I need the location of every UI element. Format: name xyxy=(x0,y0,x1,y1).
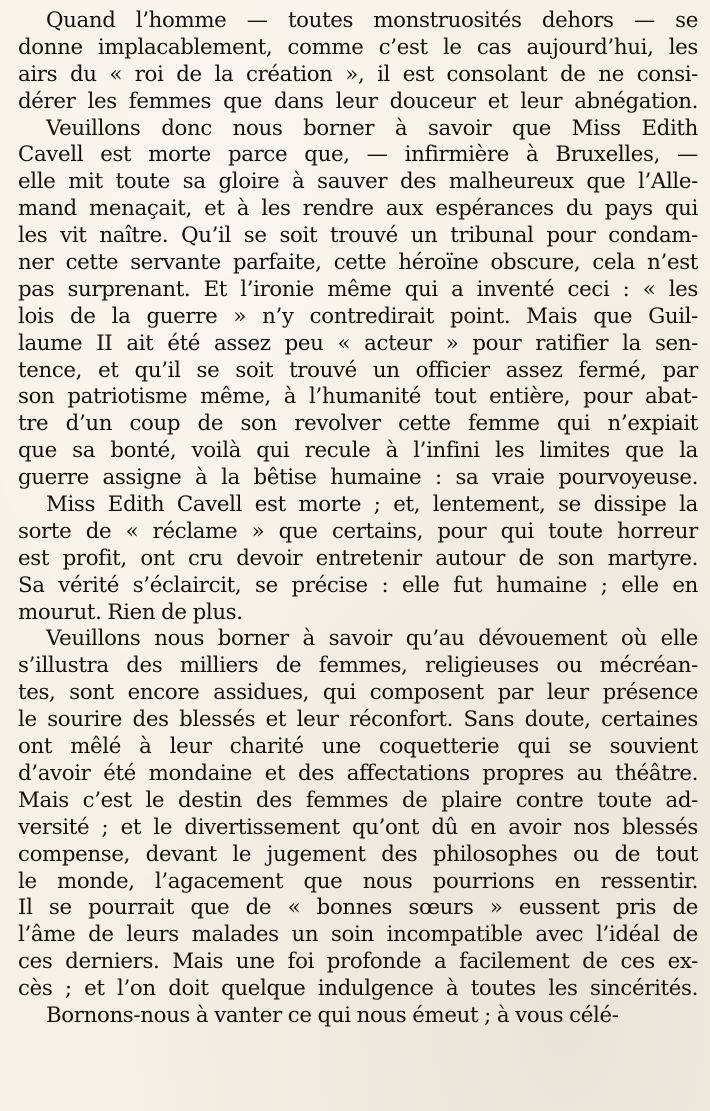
text-line: le monde, l’agacement que nous pourrions en ressentir. xyxy=(18,868,698,894)
text-line: ont mêlé à leur charité une coquetterie qui se souvient xyxy=(18,734,698,760)
text-line: donne implacablement, comme c’est le cas aujourd’hui, les xyxy=(18,34,698,60)
text-line: le sourire des blessés et leur réconfort. Sans doute, certaines xyxy=(18,707,698,733)
text-line: pas surprenant. Et l’ironie même qui a inventé ceci : « les xyxy=(18,276,698,302)
text-line: guerre assigne à la bêtise humaine : sa vraie pourvoyeuse. xyxy=(18,465,698,491)
text-line: Bornons-nous à vanter ce qui nous émeut ; à vous célé- xyxy=(46,1002,619,1028)
text-line: Cavell est morte parce que, — infirmière à Bruxelles, — xyxy=(18,142,698,168)
article-text xyxy=(18,8,698,1030)
text-line: ner cette servante parfaite, cette héroïne obscure, cela n’est xyxy=(18,250,698,276)
text-line: cès ; et l’on doit quelque indulgence à toutes les sincérités. xyxy=(18,976,698,1002)
text-line: l’âme de leurs malades un soin incompatible avec l’idéal de xyxy=(18,922,698,948)
text-line: lois de la guerre » n’y contredirait point. Mais que Guil- xyxy=(18,303,698,329)
text-line: Veuillons nous borner à savoir qu’au dévouement où elle xyxy=(46,626,698,652)
text-line: Sa vérité s’éclaircit, se précise : elle fut humaine ; elle en xyxy=(18,572,698,598)
text-line: versité ; et le divertissement qu’ont dû en avoir nos blessés xyxy=(18,814,698,840)
text-line: tre d’un coup de son revolver cette femme qui n’expiait xyxy=(18,411,698,437)
text-line: compense, devant le jugement des philosophes ou de tout xyxy=(18,841,698,867)
text-line: tence, et qu’il se soit trouvé un officier assez fermé, par xyxy=(18,357,698,383)
text-line: tes, sont encore assidues, qui composent par leur présence xyxy=(18,680,698,706)
text-line: laume II ait été assez peu « acteur » pour ratifier la sen- xyxy=(18,330,698,356)
text-line: Il se pourrait que de « bonnes sœurs » eussent pris de xyxy=(18,895,698,921)
text-line: Mais c’est le destin des femmes de plaire contre toute ad- xyxy=(18,787,698,813)
text-line: ces derniers. Mais une foi profonde a facilement de ces ex- xyxy=(18,949,698,975)
text-line: mourut. Rien de plus. xyxy=(18,599,243,625)
text-line: sorte de « réclame » que certains, pour qui toute horreur xyxy=(18,518,698,544)
text-line: elle mit toute sa gloire à sauver des malheureux que l’Alle- xyxy=(18,169,698,195)
text-line: dérer les femmes que dans leur douceur et leur abnégation. xyxy=(18,88,698,114)
text-line: les vit naître. Qu’il se soit trouvé un tribunal pour condam- xyxy=(18,223,698,249)
text-line: airs du « roi de la création », il est consolant de ne consi- xyxy=(18,61,698,87)
text-line: Quand l’homme — toutes monstruosités dehors — se xyxy=(46,8,698,33)
text-line: son patriotisme même, à l’humanité tout entière, pour abat- xyxy=(18,384,698,410)
text-line: que sa bonté, voilà qui recule à l’infini les limites que la xyxy=(18,438,698,464)
text-line: est profit, ont cru devoir entretenir autour de son martyre. xyxy=(18,545,698,571)
text-line: d’avoir été mondaine et des affectations propres au théâtre. xyxy=(18,760,698,786)
text-line: s’illustra des milliers de femmes, religieuses ou mécréan- xyxy=(18,653,698,679)
text-line: mand menaçait, et à les rendre aux espérances du pays qui xyxy=(18,196,698,222)
text-line: Veuillons donc nous borner à savoir que Miss Edith xyxy=(46,115,698,141)
text-line: Miss Edith Cavell est morte ; et, lentement, se dissipe la xyxy=(46,492,698,518)
